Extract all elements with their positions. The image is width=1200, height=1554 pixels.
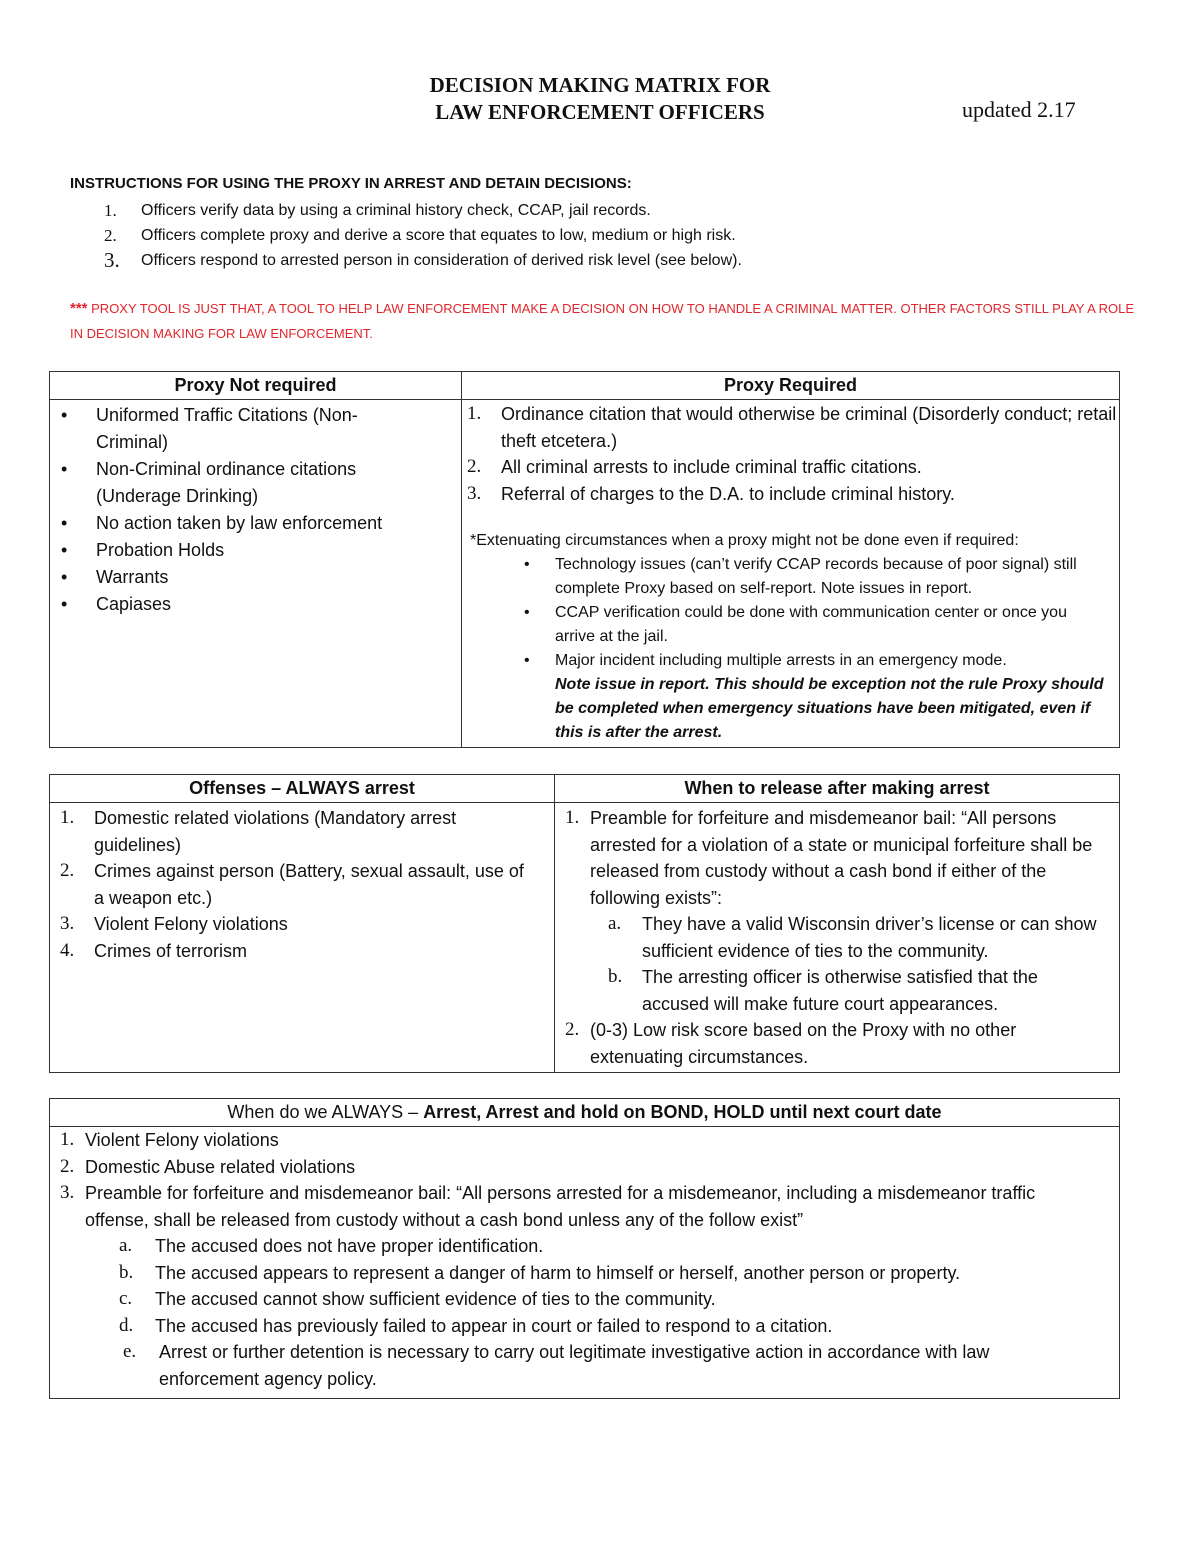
list-item: • Uniformed Traffic Citations (Non-Criminal) [50, 402, 421, 456]
list-item: 2. All criminal arrests to include criminal traffic citations. [467, 456, 922, 477]
always-arrest-header: Offenses – ALWAYS arrest [50, 775, 555, 803]
warning-stars: *** [70, 300, 88, 317]
always-hold-table [49, 1098, 1120, 1399]
proxy-not-required-cell [50, 400, 462, 748]
list-item: • Capiases [50, 591, 421, 618]
list-item: 1. Ordinance citation that would otherwise be criminal (Disorderly conduct; retail theft etcetera.) [467, 403, 1117, 451]
instructions-heading: INSTRUCTIONS FOR USING THE PROXY IN ARREST AND DETAIN DECISIONS: [70, 175, 632, 192]
list-item: 1. Domestic related violations (Mandatory arrest guidelines) [60, 807, 457, 855]
arrest-release-table [49, 774, 1120, 1073]
list-item: a. The accused does not have proper identification. [119, 1235, 544, 1256]
proxy-not-required-header: Proxy Not required [50, 372, 462, 400]
list-item: b. The accused appears to represent a danger of harm to himself or herself, another person or property. [119, 1261, 961, 1283]
list-item: 2. Crimes against person (Battery, sexual assault, use of a weapon etc.) [60, 860, 524, 908]
list-item: • Technology issues (can’t verify CCAP records because of poor signal) still complete Proxy based on self-report. Note issues in report. [462, 553, 1105, 601]
list-item: • Non-Criminal ordinance citations (Underage Drinking) [50, 456, 421, 510]
list-item: 4. Crimes of terrorism [60, 939, 248, 961]
release-cell [555, 803, 1120, 1073]
list-item: c. The accused cannot show sufficient evidence of ties to the community. [119, 1288, 716, 1309]
proxy-table [49, 371, 1120, 748]
list-item: • No action taken by law enforcement [50, 510, 421, 537]
list-item: 1. Violent Felony violations [60, 1129, 279, 1150]
proxy-warning [70, 296, 1140, 346]
proxy-required-header: Proxy Required [462, 372, 1120, 400]
always-hold-header: When do we ALWAYS – Arrest, Arrest and hold on BOND, HOLD until next court date [50, 1099, 1120, 1127]
list-item: 3. Preamble for forfeiture and misdemeanor bail: “All persons arrested for a misdemeanor, including a misdemeanor traffic offense, shall be released from custody without a cash bond unless any of the follow exist” a. The accused does not have proper identification. b. The accused appears to represent a danger of harm to himself or herself, another person or property. c. The accused cannot show sufficient evidence of ties to the community. d. The accused has previously failed to appear in court or failed to respond to a citation. e. Arrest or further detention is necessary to carry out legitimate investigative action in accordance with law enforcement agency policy. [50, 1180, 1099, 1392]
list-item: 3. Violent Felony violations [60, 913, 288, 934]
title-line-1: DECISION MAKING MATRIX FOR [429, 73, 771, 97]
list-item: b. The arresting officer is otherwise satisfied that the accused will make future court appearances. [608, 966, 1038, 1014]
instructions-list [104, 198, 742, 273]
extenuating-note: Note issue in report. This should be exception not the rule Proxy should be completed when emergency situations have been mitigated, even if this is after the arrest. [555, 676, 1104, 741]
always-arrest-cell [50, 803, 555, 1073]
always-hold-cell [50, 1127, 1120, 1399]
warning-text: PROXY TOOL IS JUST THAT, A TOOL TO HELP LAW ENFORCEMENT MAKE A DECISION ON HOW TO HANDLE A CRIMINAL MATTER. OTHER FACTORS STILL PLAY A ROLE IN DECISION MAKING FOR LAW ENFORCEMENT. [70, 301, 1135, 341]
list-item: d. The accused has previously failed to appear in court or failed to respond to a citation. [119, 1314, 833, 1336]
list-item: • Major incident including multiple arrests in an emergency mode. Note issue in report. This should be exception not the rule Proxy should be completed when emergency situations have been mitigated, even if this is after the arrest. [462, 649, 1105, 745]
release-header: When to release after making arrest [555, 775, 1120, 803]
list-item: 2. (0-3) Low risk score based on the Proxy with no other extenuating circumstances. [565, 1019, 1017, 1067]
list-item: a. They have a valid Wisconsin driver’s license or can show sufficient evidence of ties to the community. [608, 913, 1097, 961]
title-line-2: LAW ENFORCEMENT OFFICERS [435, 100, 765, 124]
list-item: • CCAP verification could be done with communication center or once you arrive at the jail. [462, 601, 1105, 649]
list-item: 2. Officers complete proxy and derive a score that equates to low, medium or high risk. [104, 225, 736, 245]
list-item: • Warrants [50, 564, 421, 591]
list-item: 1. Officers verify data by using a criminal history check, CCAP, jail records. [104, 200, 651, 220]
list-item: e. Arrest or further detention is necessary to carry out legitimate investigative action in accordance with law enforcement agency policy. [123, 1341, 990, 1389]
list-item: 2. Domestic Abuse related violations [60, 1155, 356, 1177]
extenuating-intro: *Extenuating circumstances when a proxy might not be done even if required: [470, 532, 1019, 549]
list-item: • Probation Holds [50, 537, 421, 564]
updated-date: updated 2.17 [962, 97, 1076, 122]
proxy-required-cell [462, 400, 1120, 748]
list-item: 3. Referral of charges to the D.A. to include criminal history. [467, 482, 955, 504]
list-item: 1. Preamble for forfeiture and misdemeanor bail: “All persons arrested for a violation of a state or municipal forfeiture shall be released from custody without a cash bond if either of the following exists”: a. They have a valid Wisconsin driver’s license or can show sufficient evidence of ties to the community. b. The arresting officer is otherwise satisfied that the accused will make future court appearances. [555, 805, 1099, 1017]
list-item: 3. Officers respond to arrested person in consideration of derived risk level (see below). [104, 248, 742, 272]
